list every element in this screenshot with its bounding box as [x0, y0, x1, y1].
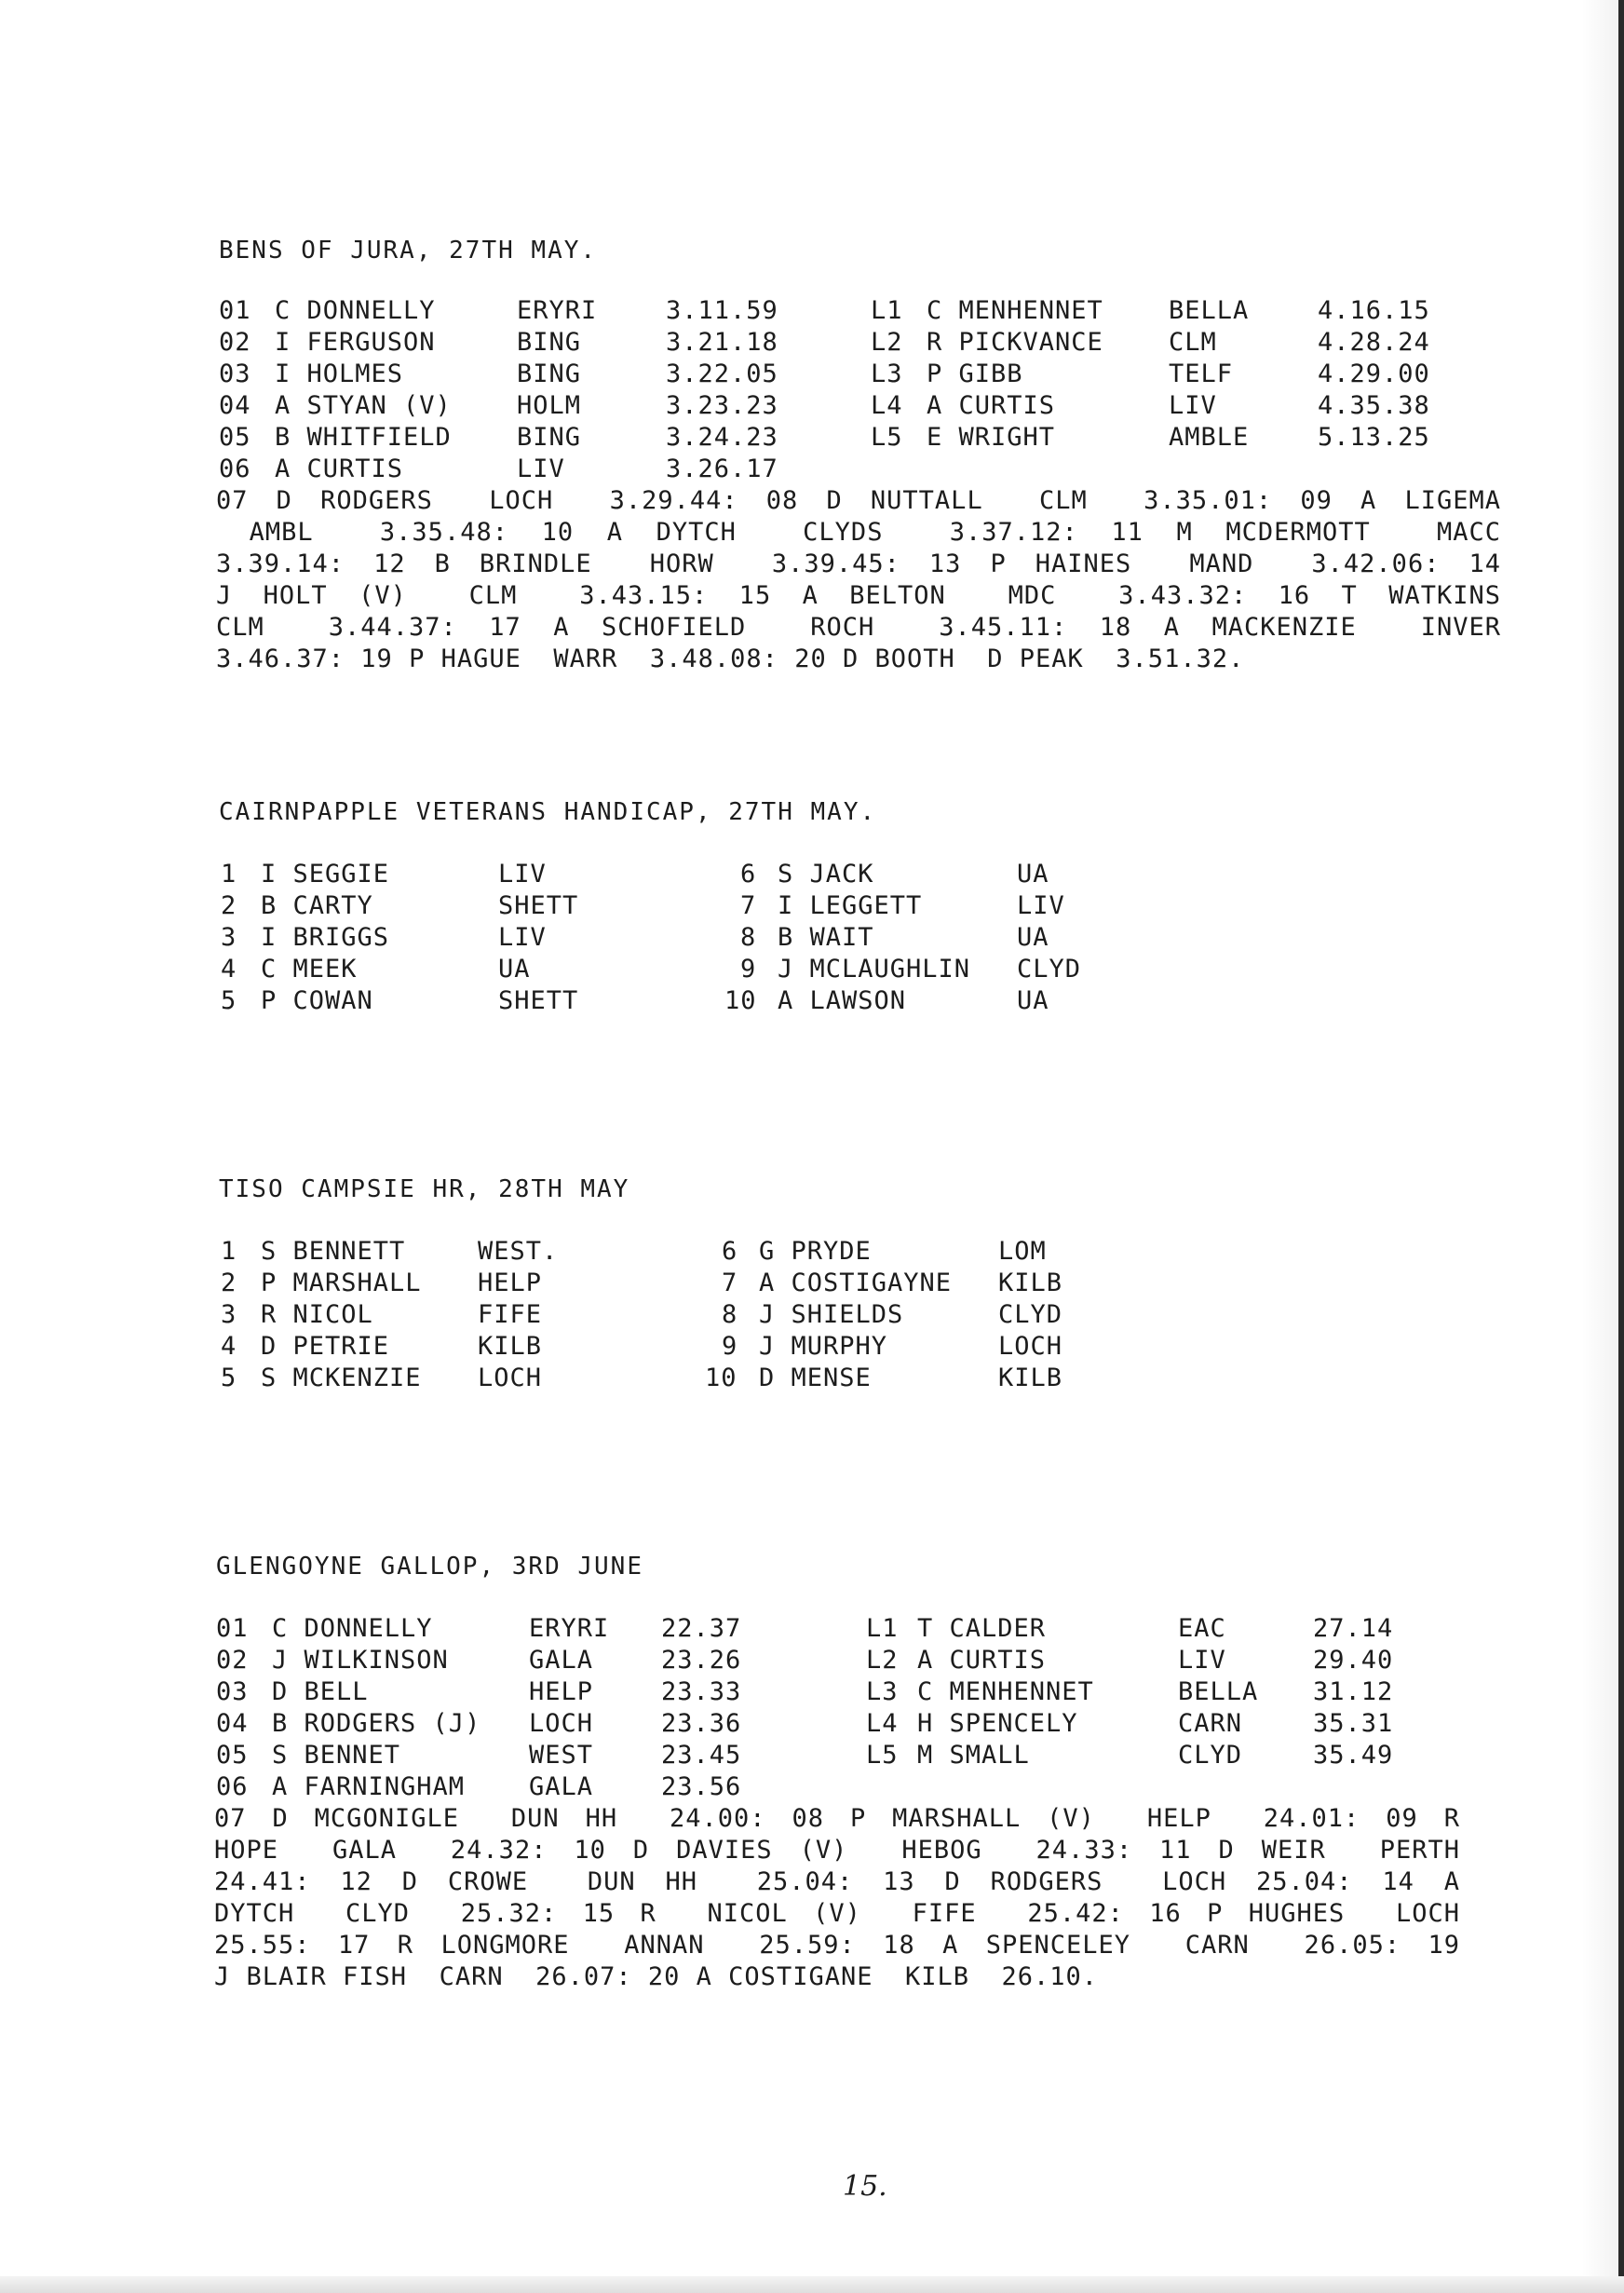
runner-name: P GIBB [927, 360, 1023, 388]
club: LIV [1169, 391, 1217, 420]
club: LOCH [529, 1709, 594, 1738]
club: GALA [529, 1646, 594, 1675]
position: L3 [866, 1677, 899, 1706]
club: BING [517, 360, 582, 388]
position: 4 [221, 1332, 237, 1361]
paragraph-line: 3.46.37: 19 P HAGUE WARR 3.48.08: 20 D BOOTH D PEAK 3.51.32. [216, 644, 1245, 673]
position: 01 [219, 296, 251, 325]
position: 9 [740, 955, 757, 984]
position: L3 [871, 360, 903, 388]
position: 01 [216, 1614, 249, 1643]
runner-name: A STYAN (V) [275, 391, 452, 420]
club: HOLM [517, 391, 582, 420]
runner-name: C DONNELLY [272, 1614, 433, 1643]
runner-name: I FERGUSON [275, 328, 436, 357]
position: 3 [221, 923, 237, 952]
position: 06 [219, 455, 251, 483]
results-paragraph [216, 486, 1501, 676]
runner-name: S MCKENZIE [261, 1364, 422, 1392]
paragraph-line: AMBL 3.35.48: 10 A DYTCH CLYDS 3.37.12: 11 M MCDERMOTT MACC [216, 518, 1501, 547]
page-edge [1618, 0, 1624, 2293]
runner-name: D BELL [272, 1677, 369, 1706]
club: UA [1017, 860, 1049, 889]
paragraph-line: J BLAIR FISH CARN 26.07: 20 A COSTIGANE KILB 26.10. [214, 1962, 1099, 1991]
position: 7 [740, 891, 757, 920]
paragraph-line: 3.39.14: 12 B BRINDLE HORW 3.39.45: 13 P HAINES MAND 3.42.06: 14 [216, 550, 1501, 578]
club: ERYRI [529, 1614, 610, 1643]
runner-name: A LAWSON [778, 986, 907, 1015]
finish-time: 4.28.24 [1318, 328, 1430, 357]
position: 04 [216, 1709, 249, 1738]
club: KILB [478, 1332, 543, 1361]
club: LIV [1017, 891, 1065, 920]
finish-time: 4.29.00 [1318, 360, 1430, 388]
runner-name: B RODGERS (J) [272, 1709, 481, 1738]
runner-name: D PETRIE [261, 1332, 390, 1361]
club: LOCH [478, 1364, 543, 1392]
position: 5 [221, 986, 237, 1015]
runner-name: A CURTIS [927, 391, 1056, 420]
runner-name: G PRYDE [759, 1237, 872, 1266]
paragraph-line: 25.55: 17 R LONGMORE ANNAN 25.59: 18 A SPENCELEY CARN 26.05: 19 [214, 1931, 1460, 1960]
position: 7 [722, 1269, 738, 1297]
runner-name: B CARTY [261, 891, 373, 920]
club: BELLA [1178, 1677, 1259, 1706]
position: 1 [221, 1237, 237, 1266]
club: SHETT [498, 891, 579, 920]
finish-time: 22.37 [661, 1614, 742, 1643]
runner-name: I BRIGGS [261, 923, 390, 952]
club: GALA [529, 1772, 594, 1801]
page-shadow [1581, 0, 1618, 2293]
race-title: BENS OF JURA, 27TH MAY. [219, 237, 598, 265]
position: L2 [871, 328, 903, 357]
runner-name: B WAIT [778, 923, 874, 952]
club: CLM [1169, 328, 1217, 357]
runner-name: R PICKVANCE [927, 328, 1103, 357]
finish-time: 4.16.15 [1318, 296, 1430, 325]
runner-name: P COWAN [261, 986, 373, 1015]
club: EAC [1178, 1614, 1226, 1643]
position: 5 [221, 1364, 237, 1392]
paragraph-line: J HOLT (V) CLM 3.43.15: 15 A BELTON MDC 3.43.32: 16 T WATKINS [216, 581, 1501, 610]
position: L5 [866, 1741, 899, 1770]
club: WEST. [478, 1237, 559, 1266]
page-bottom-edge [0, 2276, 1624, 2293]
runner-name: I LEGGETT [778, 891, 923, 920]
position: L4 [866, 1709, 899, 1738]
finish-time: 4.35.38 [1318, 391, 1430, 420]
position: 02 [219, 328, 251, 357]
runner-name: C MEEK [261, 955, 358, 984]
finish-time: 23.56 [661, 1772, 742, 1801]
runner-name: S JACK [778, 860, 874, 889]
position: 04 [219, 391, 251, 420]
results-paragraph [214, 1804, 1460, 1994]
club: LOCH [998, 1332, 1063, 1361]
runner-name: H SPENCELY [917, 1709, 1078, 1738]
position: 03 [216, 1677, 249, 1706]
position: 2 [221, 891, 237, 920]
club: AMBLE [1169, 423, 1250, 452]
position: 4 [221, 955, 237, 984]
club: LIV [498, 923, 547, 952]
runner-name: J MURPHY [759, 1332, 888, 1361]
club: LIV [1178, 1646, 1226, 1675]
finish-time: 3.24.23 [666, 423, 778, 452]
position: 06 [216, 1772, 249, 1801]
club: ERYRI [517, 296, 598, 325]
club: LIV [517, 455, 565, 483]
runner-name: T CALDER [917, 1614, 1047, 1643]
club: BING [517, 423, 582, 452]
race-title: TISO CAMPSIE HR, 28TH MAY [219, 1175, 630, 1203]
runner-name: B WHITFIELD [275, 423, 452, 452]
position: 1 [221, 860, 237, 889]
position: 6 [740, 860, 757, 889]
position: L4 [871, 391, 903, 420]
finish-time: 3.23.23 [666, 391, 778, 420]
position: 3 [221, 1300, 237, 1329]
race-title: GLENGOYNE GALLOP, 3RD JUNE [216, 1553, 643, 1581]
position: 05 [219, 423, 251, 452]
paragraph-line: 07 D MCGONIGLE DUN HH 24.00: 08 P MARSHALL (V) HELP 24.01: 09 R [214, 1804, 1460, 1833]
race-title: CAIRNPAPPLE VETERANS HANDICAP, 27TH MAY. [219, 798, 877, 826]
runner-name: S BENNET [272, 1741, 401, 1770]
club: UA [1017, 986, 1049, 1015]
paragraph-line: HOPE GALA 24.32: 10 D DAVIES (V) HEBOG 24.33: 11 D WEIR PERTH [214, 1836, 1460, 1865]
runner-name: I SEGGIE [261, 860, 390, 889]
runner-name: R NICOL [261, 1300, 373, 1329]
club: UA [1017, 923, 1049, 952]
club: CLYD [1178, 1741, 1243, 1770]
club: LIV [498, 860, 547, 889]
club: HELP [529, 1677, 594, 1706]
position: L1 [871, 296, 903, 325]
runner-name: M SMALL [917, 1741, 1030, 1770]
finish-time: 5.13.25 [1318, 423, 1430, 452]
runner-name: A COSTIGAYNE [759, 1269, 953, 1297]
page-number: 15. [843, 2170, 887, 2203]
runner-name: S BENNETT [261, 1237, 406, 1266]
club: BELLA [1169, 296, 1250, 325]
finish-time: 27.14 [1313, 1614, 1394, 1643]
paragraph-line: 24.41: 12 D CROWE DUN HH 25.04: 13 D RODGERS LOCH 25.04: 14 A [214, 1867, 1460, 1896]
position: 6 [722, 1237, 738, 1266]
club: WEST [529, 1741, 594, 1770]
runner-name: I HOLMES [275, 360, 404, 388]
runner-name: E WRIGHT [927, 423, 1056, 452]
finish-time: 23.45 [661, 1741, 742, 1770]
position: 8 [722, 1300, 738, 1329]
runner-name: C DONNELLY [275, 296, 436, 325]
club: SHETT [498, 986, 579, 1015]
finish-time: 23.36 [661, 1709, 742, 1738]
club: FIFE [478, 1300, 543, 1329]
runner-name: C MENHENNET [927, 296, 1103, 325]
position: L1 [866, 1614, 899, 1643]
runner-name: J SHIELDS [759, 1300, 904, 1329]
finish-time: 3.22.05 [666, 360, 778, 388]
position: 05 [216, 1741, 249, 1770]
position: L2 [866, 1646, 899, 1675]
runner-name: D MENSE [759, 1364, 872, 1392]
finish-time: 3.21.18 [666, 328, 778, 357]
position: L5 [871, 423, 903, 452]
club: UA [498, 955, 531, 984]
finish-time: 35.31 [1313, 1709, 1394, 1738]
position: 10 [724, 986, 757, 1015]
position: 02 [216, 1646, 249, 1675]
finish-time: 23.26 [661, 1646, 742, 1675]
finish-time: 3.26.17 [666, 455, 778, 483]
runner-name: P MARSHALL [261, 1269, 422, 1297]
club: CARN [1178, 1709, 1243, 1738]
club: HELP [478, 1269, 543, 1297]
runner-name: A CURTIS [275, 455, 404, 483]
position: 10 [705, 1364, 738, 1392]
position: 8 [740, 923, 757, 952]
club: LOM [998, 1237, 1047, 1266]
club: KILB [998, 1364, 1063, 1392]
position: 9 [722, 1332, 738, 1361]
paragraph-line: 07 D RODGERS LOCH 3.29.44: 08 D NUTTALL CLM 3.35.01: 09 A LIGEMA [216, 486, 1501, 515]
finish-time: 31.12 [1313, 1677, 1394, 1706]
runner-name: C MENHENNET [917, 1677, 1094, 1706]
runner-name: J WILKINSON [272, 1646, 449, 1675]
club: CLYD [1017, 955, 1082, 984]
paragraph-line: CLM 3.44.37: 17 A SCHOFIELD ROCH 3.45.11: 18 A MACKENZIE INVER [216, 613, 1501, 642]
runner-name: A CURTIS [917, 1646, 1047, 1675]
paragraph-line: DYTCH CLYD 25.32: 15 R NICOL (V) FIFE 25.42: 16 P HUGHES LOCH [214, 1899, 1460, 1928]
runner-name: A FARNINGHAM [272, 1772, 466, 1801]
club: TELF [1169, 360, 1234, 388]
club: KILB [998, 1269, 1063, 1297]
runner-name: J MCLAUGHLIN [778, 955, 971, 984]
position: 2 [221, 1269, 237, 1297]
position: 03 [219, 360, 251, 388]
finish-time: 23.33 [661, 1677, 742, 1706]
club: BING [517, 328, 582, 357]
club: CLYD [998, 1300, 1063, 1329]
finish-time: 29.40 [1313, 1646, 1394, 1675]
finish-time: 3.11.59 [666, 296, 778, 325]
finish-time: 35.49 [1313, 1741, 1394, 1770]
